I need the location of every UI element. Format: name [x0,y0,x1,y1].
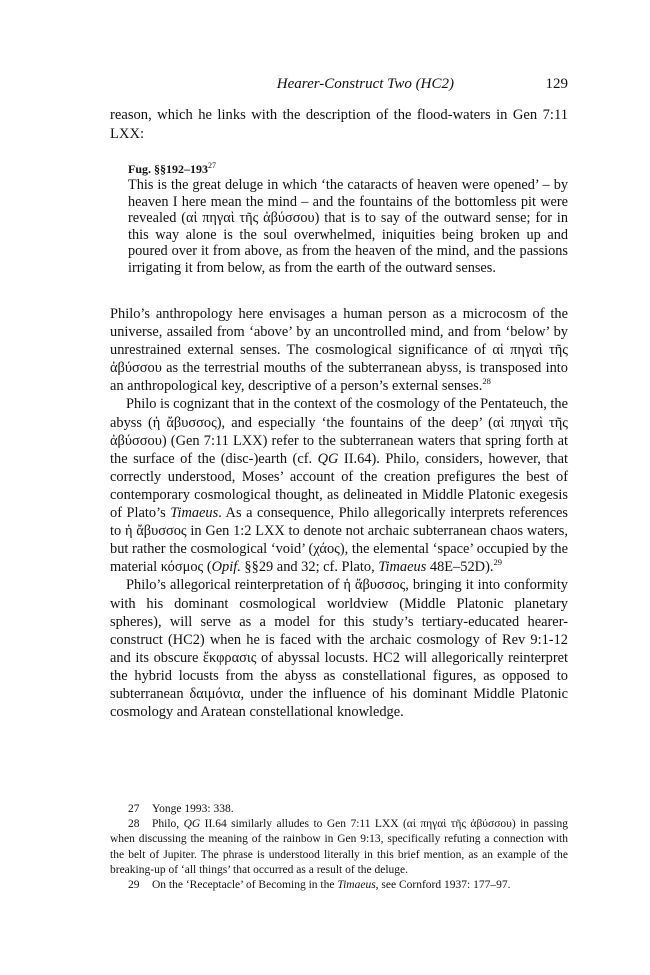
paragraph-text: II.64). Philo, considers, however, that correctly understood, Moses’ account of the creation prefigures the best of contemporary cosmological thought, as delineated in Middle Platonic exegesis of Plato’s [110,450,568,522]
paragraph-text: Philo’s anthropology here envisages a human person as a microcosm of the universe, assailed from ‘above’ by an uncontrolled mind, and from ‘below’ by unrestrained external senses. The cosmological significance of αἱ πηγαὶ τῆς ἀβύσσου as the terrestrial mouths of the subterranean abyss, is transposed into an anthropological key, descriptive of a person’s external senses. [110,306,568,395]
quote-reference-text: Fug. §§192–193 [128,162,209,176]
paragraph [110,576,568,721]
paragraph-text: Philo is cognizant that in the context of the cosmology of the Pentateuch, the abyss (ἡ ἄβυσσος), and especially ‘the fountains of the deep’ (αἱ πηγαὶ τῆς ἀβύσσου) (Gen 7:11 LXX) refer to the subterranean waters that spring forth at the surface of the (disc-)earth (cf. [110,396,569,467]
italic-ref: Opif. [211,559,241,576]
footnote [110,878,568,893]
paragraph [110,305,568,395]
footnote-number: 28 [128,818,140,831]
footnote-number: 27 [128,803,140,815]
footnote-text: Philo, [152,818,184,831]
paragraph-text: Philo’s allegorical reinterpretation of ἡ ἄβυσσος, bringing it into conformity with his dominant cosmological worldview (Middle Platonic planetary spheres), will serve as a model for this study’s tertiary-educated hearer-construct (HC2) when he is faced with the archaic cosmology of Rev 9:1-12 and its obscure ἔκφρασις of abyssal locusts. HC2 will allegorically reinterpret the hybrid locusts from the abyss as constellational figures, as opposed to subterranean δαιμόνια, under the influence of his dominant Middle Platonic cosmology and Aratean constellational knowledge. [110,577,568,721]
footnote-text: On the ‘Receptacle’ of Becoming in the [152,879,338,892]
italic-title: Timaeus [378,559,427,576]
footnote-number: 29 [128,879,140,892]
italic-title: Timaeus [170,505,219,522]
italic-title: Timaeus [337,879,376,892]
footnote [110,802,568,817]
paragraph-text: . As a consequence, Philo allegorically interprets references to ἡ ἄβυσσος in Gen 1:2 LXX to denote not archaic subterranean chaos waters, but rather the cosmological ‘void’ (χάος), the elemental ‘space’ occupied by the material κόσμος ( [110,505,568,576]
quote-text: This is the great deluge in which ‘the cataracts of heaven were opened’ – by heaven I here mean the mind – and the fountains of the bottomless pit were revealed (αἱ πηγαὶ τῆς ἀβύσσου) that is to say of the outward sense; for in this way alone is the soul overwhelmed, iniquities being broken up and poured over it from above, as from the heaven of the mind, and the passions irrigating it from below, as from the earth of the outward senses. [128,177,568,276]
block-quote [128,158,568,277]
italic-ref: QG [183,818,201,831]
body-text [110,305,568,721]
footnote-marker: 29 [493,557,502,568]
running-head: Hearer-Construct Two (HC2) [276,76,454,92]
footnote-marker: 27 [208,161,217,170]
paragraph [110,395,568,576]
italic-ref: QG [317,450,339,467]
page-header [110,76,568,96]
page-number: 129 [545,76,568,92]
footnotes [110,802,568,893]
footnote [110,817,568,878]
lead-paragraph: reason, which he links with the description of the flood-waters in Gen 7:11 LXX: [110,107,568,142]
footnote-text: II.64 similarly alludes to Gen 7:11 LXX (αἱ πηγαὶ τῆς ἀβύσσου) in passing when discussing the meaning of the rainbow in Gen 9:13, specifically refuting a connection with the belt of Jupiter. The phrase is understood literally in this brief mention, as an example of the breaking-up of ‘all things’ that occurred as a result of the deluge. [110,818,568,876]
paragraph-text: 48E–52D). [426,559,494,576]
footnote-text: Yonge 1993: 338. [152,803,234,815]
footnote-marker: 28 [482,376,491,387]
footnote-text: , see Cornford 1937: 177–97. [375,879,511,892]
paragraph-text: §§29 and 32; cf. Plato, [240,559,379,576]
quote-reference [128,158,568,177]
